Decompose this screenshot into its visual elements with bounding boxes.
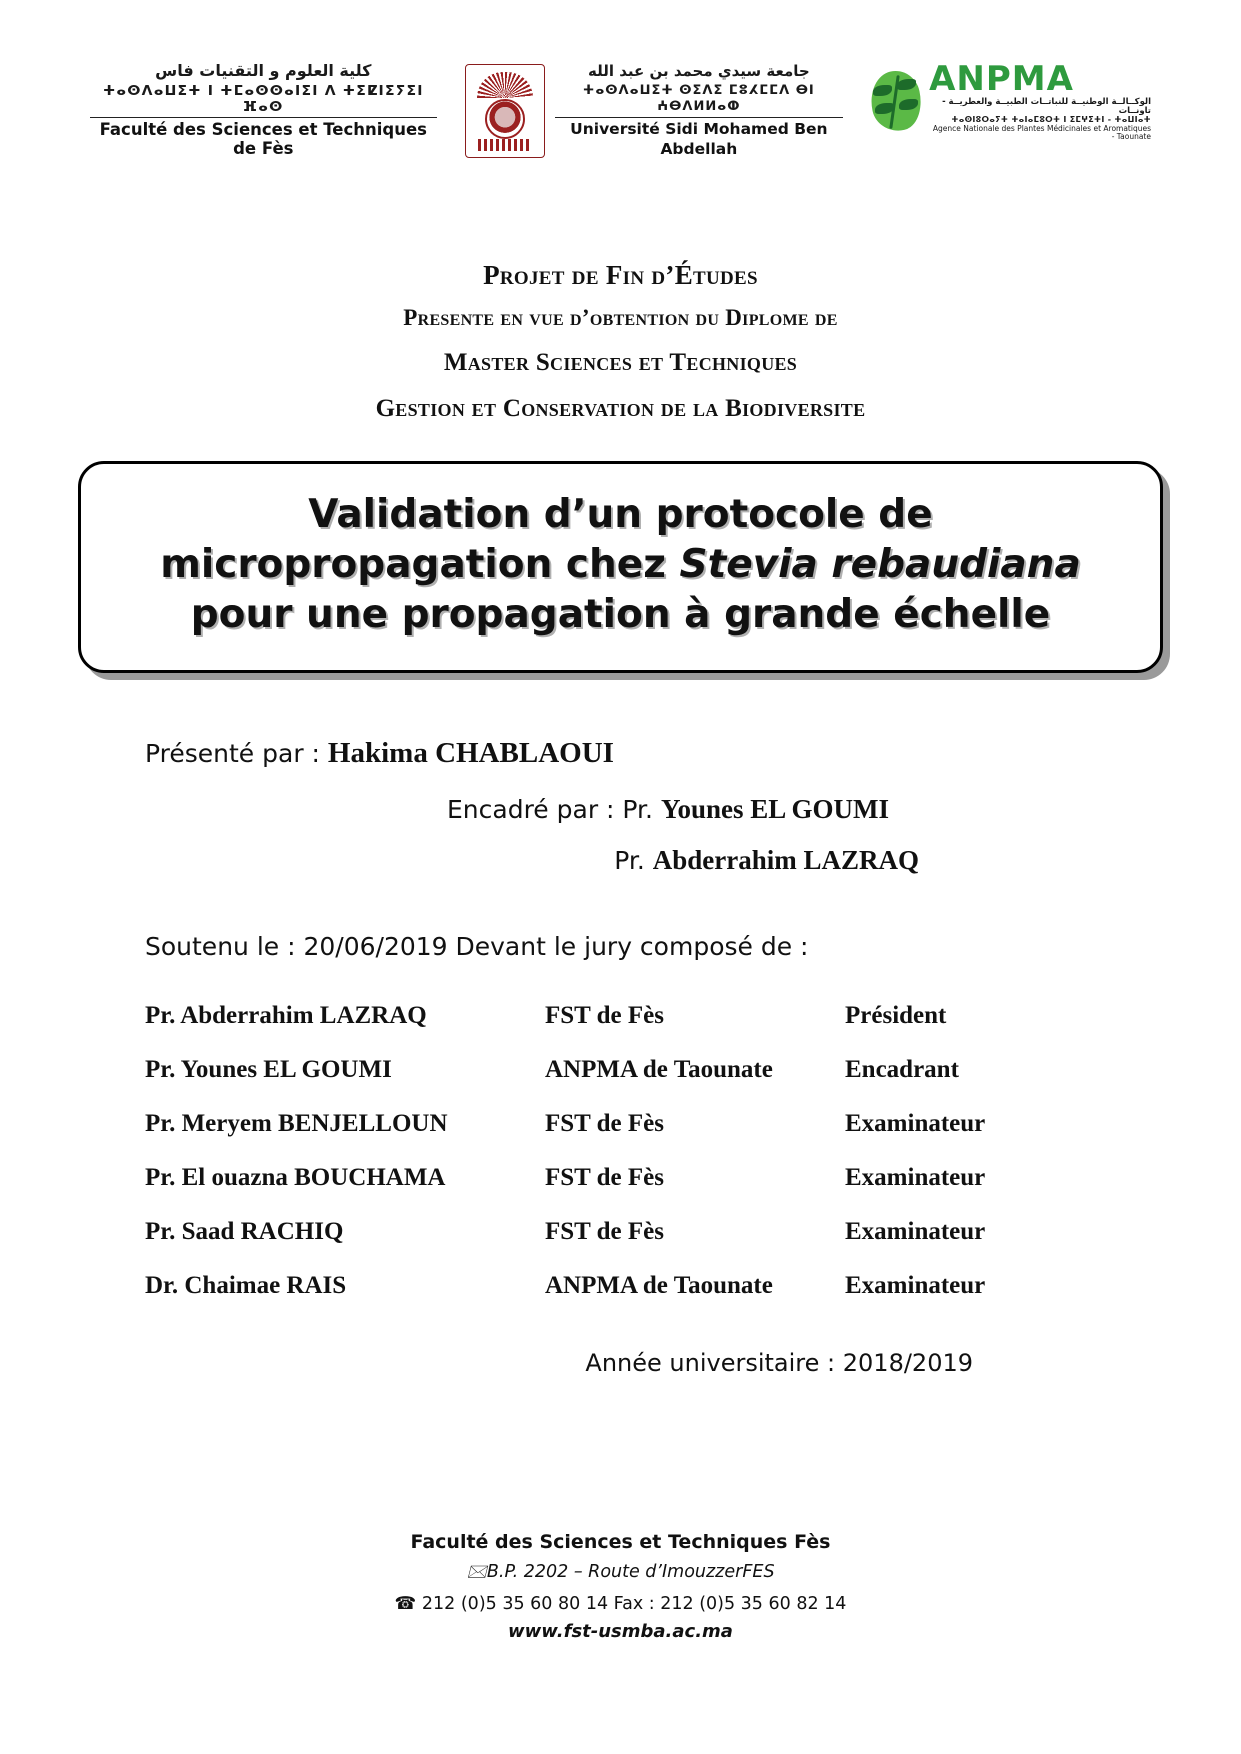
- usmba-logo-tifinagh: ⵜⴰⵙⴷⴰⵡⵉⵜ ⵙⵉⴷⵉ ⵎⵓⵃⵎⵎⴷ ⴱⵏ ⵄⴱⴷⵍⵍⴰⵀ: [582, 82, 815, 114]
- page-title: [115, 490, 1126, 640]
- author-name: Hakima CHABLAOUI: [327, 736, 614, 769]
- table-row: [145, 1259, 1065, 1313]
- table-row: [145, 1151, 1065, 1205]
- anpma-logo-tifinagh: ⵜⴰⵙⵏⵓⵔⴰⵢⵜ ⵜⴰⵏⴰⵎⵓⵔⵜ ⵏ ⵉⵎⵖⵉⵜⵏ - ⵜⴰⵡⵏⴰⵜ: [951, 114, 1151, 124]
- jury-member-name: Pr. Abderrahim LAZRAQ: [145, 1001, 427, 1029]
- jury-member-role: Encadrant: [845, 1055, 959, 1083]
- fst-logo-arabic: كلية العلوم و التقنيات فاس: [155, 61, 372, 80]
- degree-line-1: Projet de Fin d’Études: [483, 260, 758, 291]
- jury-member-name: Pr. Saad RACHIQ: [145, 1217, 344, 1245]
- academic-year: Année universitaire : 2018/2019: [585, 1348, 973, 1377]
- jury-member-name: Pr. Younes EL GOUMI: [145, 1055, 392, 1083]
- page-footer: [0, 1531, 1241, 1642]
- jury-member-institution: FST de Fès: [545, 1217, 664, 1245]
- defense-line: Soutenu le : 20/06/2019 Devant le jury composé de :: [145, 931, 809, 961]
- usmba-logo-arabic: جامعة سيدي محمد بن عبد الله: [588, 62, 810, 80]
- jury-member-role: Président: [845, 1001, 947, 1029]
- presented-by-line: [145, 737, 1241, 770]
- anpma-logo-french: Agence Nationale des Plantes Médicinales et Aromatiques - Taounate: [932, 123, 1151, 141]
- supervisor-name-2: Abderrahim LAZRAQ: [652, 844, 919, 875]
- fst-logo: [90, 62, 437, 164]
- fst-logo-tifinagh: ⵜⴰⵙⴷⴰⵡⵉⵜ ⵏ ⵜⵎⴰⵙⵙⴰⵏⵉⵏ ⴷ ⵜⵉⵇⵏⵉⵢⵉⵏ ⴼⴰⵙ: [102, 82, 424, 116]
- jury-table: [145, 989, 1065, 1313]
- jury-member-institution: ANPMA de Taounate: [545, 1055, 773, 1083]
- table-row: [145, 1043, 1065, 1097]
- anpma-logo-name: ANPMA: [929, 59, 1074, 99]
- table-row: [145, 1205, 1065, 1259]
- footer-website: www.fst-usmba.ac.ma: [508, 1621, 733, 1642]
- supervisor-name-1: Younes EL GOUMI: [660, 793, 889, 824]
- title-part-1: Validation d’un protocole de micropropagation chez: [160, 492, 933, 588]
- leaf-icon: [871, 71, 921, 131]
- title-species: Stevia rebaudiana: [679, 542, 1081, 588]
- jury-member-name: Pr. Meryem BENJELLOUN: [145, 1109, 448, 1137]
- supervisor-line-1: [0, 794, 1241, 825]
- footer-phone: ☎ 212 (0)5 35 60 80 14 Fax : 212 (0)5 35 60 82 14: [394, 1594, 847, 1614]
- jury-member-institution: FST de Fès: [545, 1163, 664, 1191]
- usmba-logo-french: Université Sidi Mohamed Ben Abdellah: [555, 117, 843, 159]
- logo-header: [0, 0, 1241, 164]
- degree-line-2: Presente en vue d’obtention du Diplome de: [403, 305, 838, 331]
- degree-line-4: Gestion et Conservation de la Biodiversite: [375, 395, 866, 423]
- jury-member-role: Examinateur: [845, 1271, 986, 1299]
- table-row: [145, 989, 1065, 1043]
- jury-member-name: Pr. El ouazna BOUCHAMA: [145, 1163, 446, 1191]
- jury-member-role: Examinateur: [845, 1217, 986, 1245]
- university-seal-icon: [465, 64, 545, 158]
- footer-institution: Faculté des Sciences et Techniques Fès: [410, 1531, 831, 1553]
- presented-by-label: Présenté par :: [145, 738, 320, 768]
- footer-address: 🖂B.P. 2202 – Route d’ImouzzerFES: [466, 1562, 775, 1582]
- usmba-logo: [465, 62, 843, 160]
- anpma-logo-arabic: الوكــالــة الوطنيــة للنباتــات الطبيــة والعطريــة - تاونــات: [942, 96, 1151, 116]
- degree-line-3: Master Sciences et Techniques: [443, 349, 798, 377]
- supervisor-label-2: Pr.: [614, 845, 645, 875]
- jury-member-name: Dr. Chaimae RAIS: [145, 1271, 347, 1299]
- thesis-title-frame: [78, 461, 1163, 673]
- jury-member-role: Examinateur: [845, 1109, 986, 1137]
- jury-member-institution: FST de Fès: [545, 1001, 664, 1029]
- jury-member-role: Examinateur: [845, 1163, 986, 1191]
- title-part-2: pour une propagation à grande échelle: [190, 592, 1051, 638]
- anpma-logo: [871, 59, 1151, 141]
- supervisor-label: Encadré par : Pr.: [447, 794, 653, 824]
- table-row: [145, 1097, 1065, 1151]
- supervisor-line-2: [0, 845, 1241, 876]
- degree-heading: [0, 260, 1241, 423]
- jury-member-institution: ANPMA de Taounate: [545, 1271, 773, 1299]
- jury-member-institution: FST de Fès: [545, 1109, 664, 1137]
- fst-logo-french: Faculté des Sciences et Techniques de Fès: [90, 117, 437, 159]
